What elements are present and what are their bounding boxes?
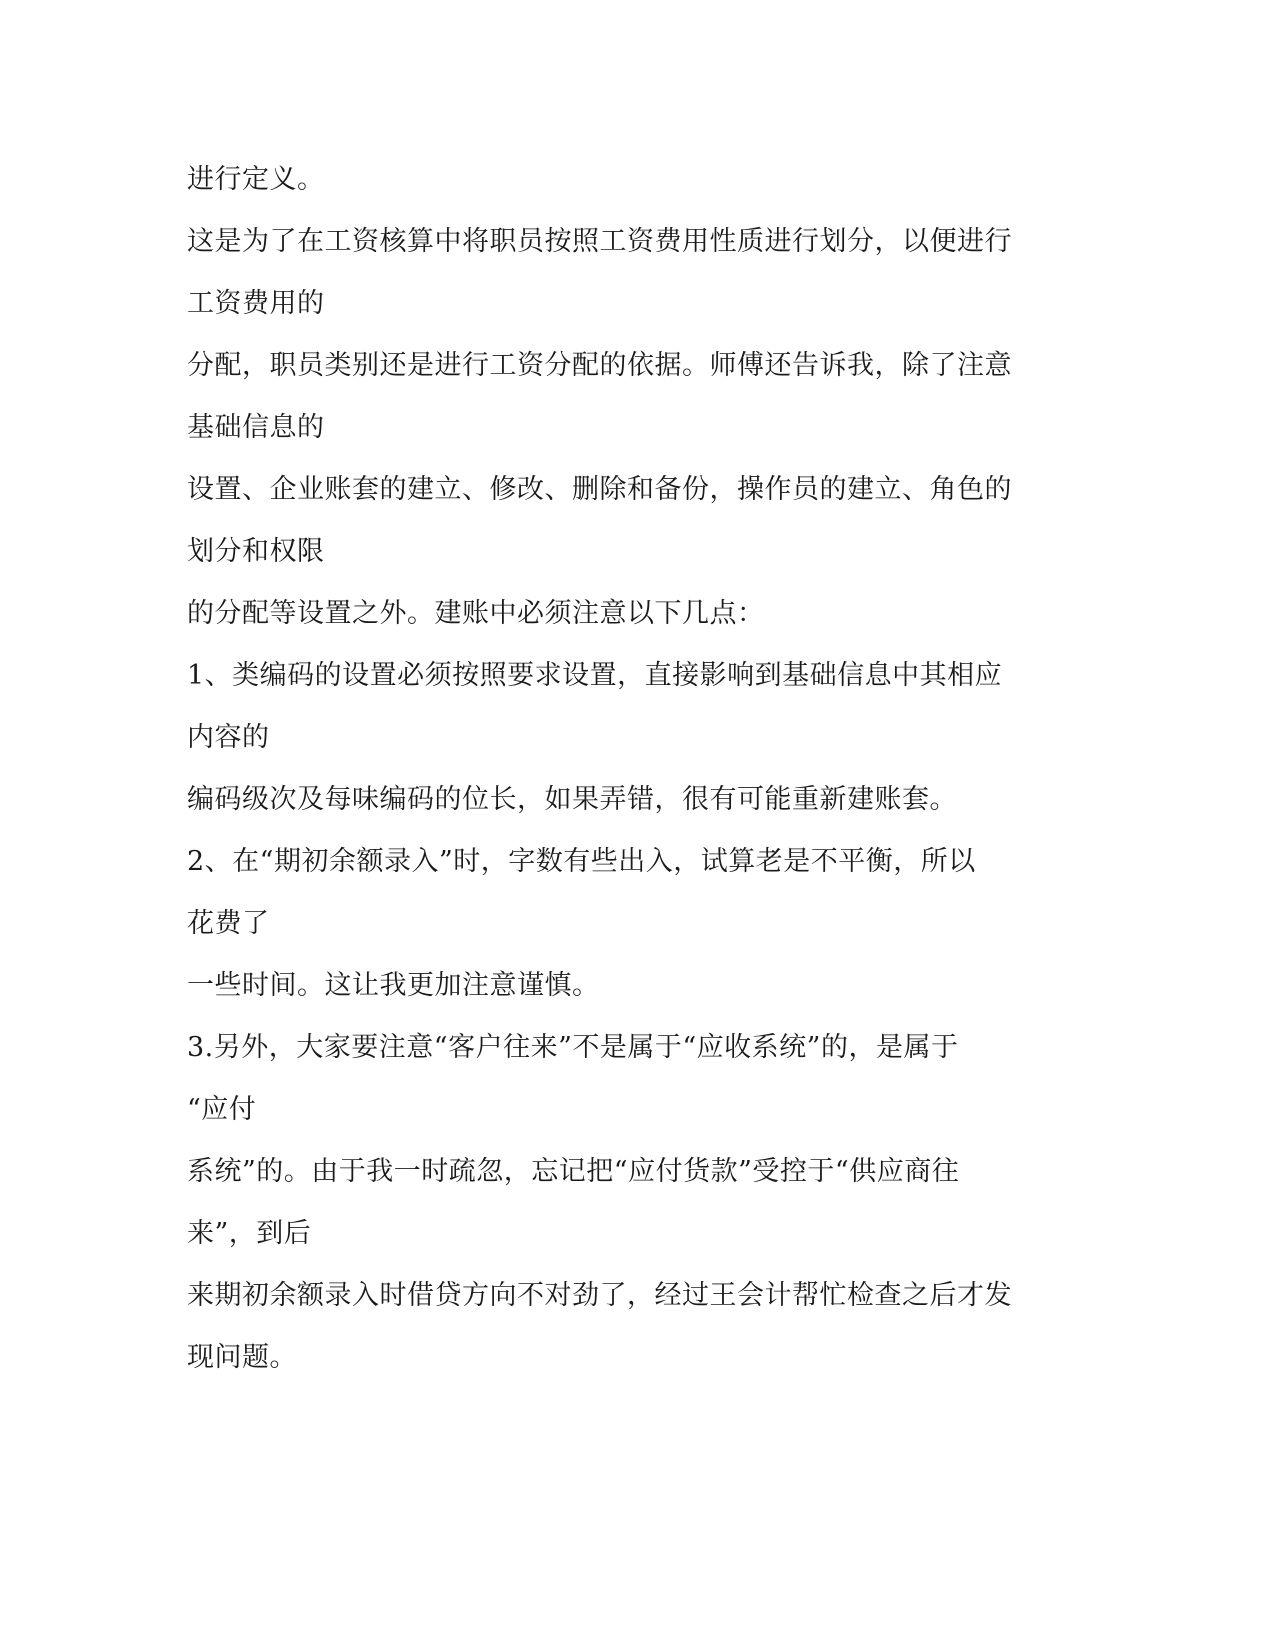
text-line: 来期初余额录入时借贷方向不对劲了，经过王会计帮忙检查之后才发 — [187, 1280, 1012, 1311]
text-line: 系统”的。由于我一时疏忽，忘记把“应付货款”受控于“供应商往 — [187, 1156, 960, 1187]
text-line: 来”，到后 — [187, 1218, 312, 1249]
text-line: 现问题。 — [187, 1342, 297, 1373]
text-line: 1、类编码的设置必须按照要求设置，直接影响到基础信息中其相应 — [187, 660, 1003, 691]
text-line: 分配，职员类别还是进行工资分配的依据。师傅还告诉我，除了注意 — [187, 350, 1012, 381]
text-line: 的分配等设置之外。建账中必须注意以下几点： — [187, 598, 765, 629]
text-line: 设置、企业账套的建立、修改、删除和备份，操作员的建立、角色的 — [187, 474, 1012, 505]
text-line: 3.另外，大家要注意“客户往来”不是属于“应收系统”的，是属于 — [187, 1032, 959, 1063]
text-line: 编码级次及每味编码的位长，如果弄错，很有可能重新建账套。 — [187, 784, 957, 815]
text-line: “应付 — [187, 1094, 257, 1125]
text-line: 进行定义。 — [187, 164, 325, 195]
text-line: 这是为了在工资核算中将职员按照工资费用性质进行划分，以便进行 — [187, 226, 1012, 257]
text-line: 2、在“期初余额录入”时，字数有些出入，试算老是不平衡，所以 — [187, 846, 976, 877]
body-text — [187, 149, 1047, 1389]
text-line: 一些时间。这让我更加注意谨慎。 — [187, 970, 600, 1001]
text-line: 内容的 — [187, 722, 270, 753]
text-line: 花费了 — [187, 908, 270, 939]
text-line: 划分和权限 — [187, 536, 325, 567]
text-line: 基础信息的 — [187, 412, 325, 443]
text-line: 工资费用的 — [187, 288, 325, 319]
